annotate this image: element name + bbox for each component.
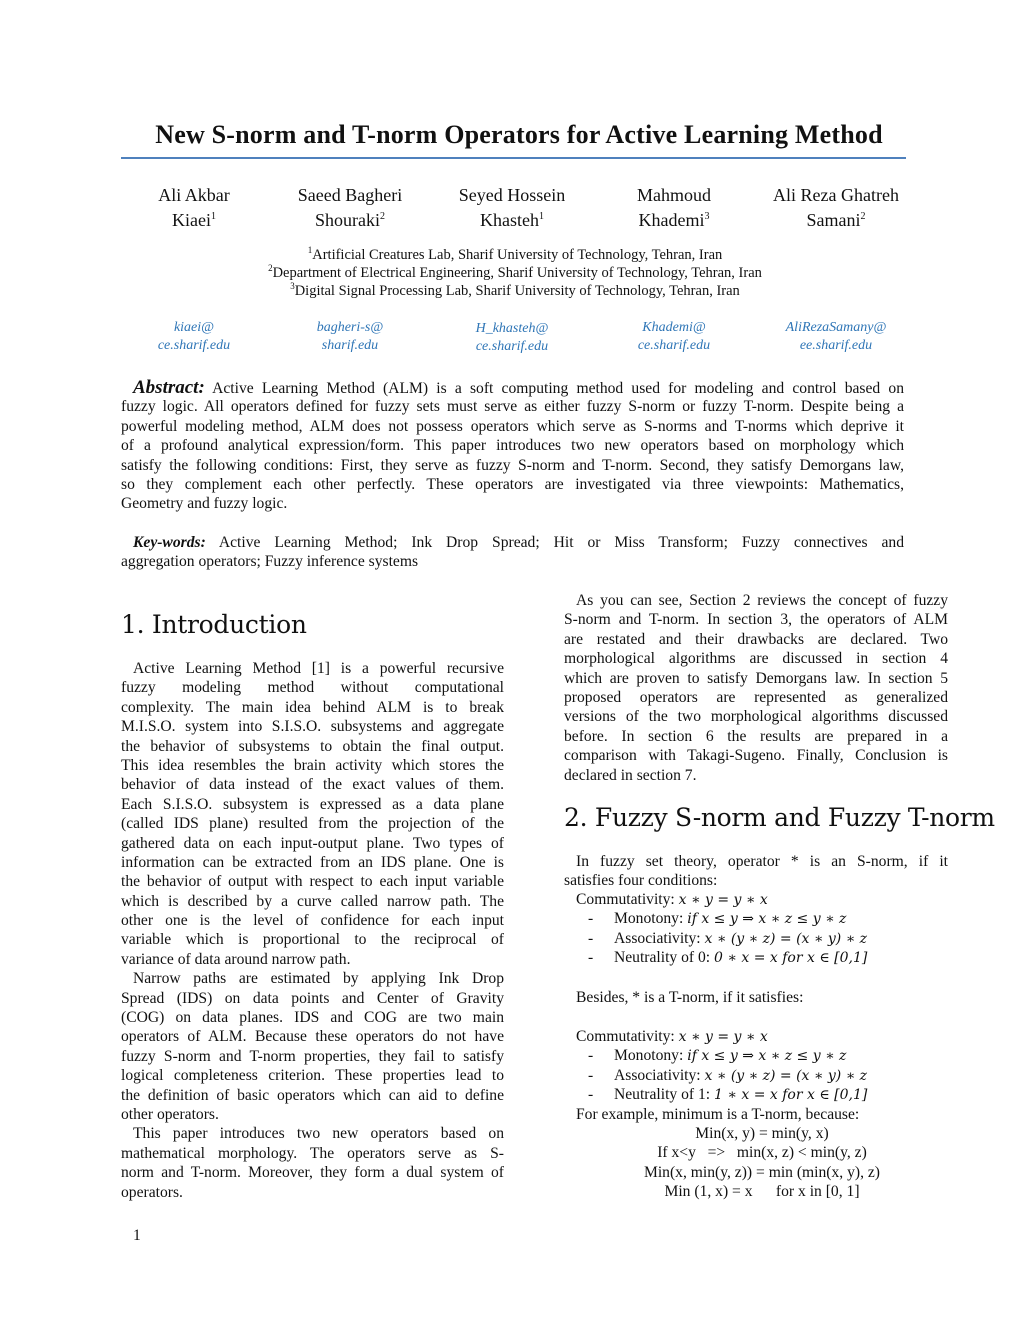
email-user: Khademi@ xyxy=(642,320,706,335)
page-number: 1 xyxy=(133,1227,141,1244)
condition-row xyxy=(588,909,846,928)
text-line xyxy=(121,456,904,475)
abstract-text: of a profound analytical expression/form. This paper introduces two new operators based on morphology which xyxy=(121,437,904,455)
text-line: Each S.I.S.O. subsystem is expressed as a data plane xyxy=(121,795,504,813)
author-first-name: Ali Reza Ghatreh xyxy=(773,185,899,205)
author-affiliation-mark: 2 xyxy=(380,211,385,222)
example-equation: If x<y => min(x, z) < min(y, z) xyxy=(657,1144,867,1162)
example-intro: For example, minimum is a T-norm, because: xyxy=(576,1106,860,1123)
condition-row xyxy=(576,890,768,909)
text-line: Active Learning Method [1] is a powerful recursive xyxy=(133,660,504,677)
text-line: which is described by a curve called narrow path. The xyxy=(121,892,504,910)
condition-label: Monotony: xyxy=(614,1047,688,1065)
email-domain: sharif.edu xyxy=(321,338,379,353)
text-line xyxy=(121,533,904,552)
author-email xyxy=(427,320,597,356)
condition-formula: 1 ∗ x = x for x ∈ [0,1] xyxy=(714,1087,868,1104)
author xyxy=(265,185,435,231)
author-last-name: Samani xyxy=(806,210,861,230)
author-first-name: Ali Akbar xyxy=(158,185,230,205)
text-line: other one is the level of confidence for each input xyxy=(121,912,504,930)
paper-title: New S-norm and T-norm Operators for Active Learning Method xyxy=(155,120,883,149)
abstract-text: satisfy the following conditions: First, they serve as fuzzy S-norm and T-norm. Second, they satisfy Demorgans law, xyxy=(121,456,904,474)
text-line: morphological algorithms are discussed in section 4 xyxy=(564,650,948,668)
abstract-text: powerful modeling method, ALM does not possess operators which serve as S-norms and T-norms which deprive it xyxy=(121,417,904,435)
affiliation-text: Artificial Creatures Lab, Sharif University of Technology, Tehran, Iran xyxy=(312,246,723,263)
text-line: fuzzy modeling method without computational xyxy=(121,679,504,697)
keywords-label: Key-words: xyxy=(133,534,206,551)
condition-label: Associativity: xyxy=(614,929,705,947)
text-line xyxy=(121,552,904,571)
author xyxy=(589,185,759,231)
condition-label: Commutativity: xyxy=(576,1028,679,1045)
author xyxy=(427,185,597,231)
example-equation: Min(x, y) = min(y, x) xyxy=(695,1125,829,1142)
condition-formula: if x ≤ y ⇒ x ∗ z ≤ y ∗ z xyxy=(687,1048,847,1065)
text-line: fuzzy S-norm and T-norm properties, they fail to satisfy xyxy=(121,1047,504,1065)
email-domain: ce.sharif.edu xyxy=(475,339,549,354)
condition-formula: x ∗ (y ∗ z) = (x ∗ y) ∗ z xyxy=(704,1067,868,1084)
example-equation: Min(x, min(y, z)) = min (min(x, y), z) xyxy=(643,1163,880,1181)
email-user: kiaei@ xyxy=(173,320,215,335)
text-line: the behavior of output with respect to each input variable xyxy=(121,873,504,891)
author-last-name: Shouraki xyxy=(315,210,380,230)
author-first-name: Saeed Bagheri xyxy=(297,185,403,205)
condition-label: Neutrality of 1: xyxy=(614,1086,715,1104)
text-line xyxy=(121,494,904,513)
condition-label: Neutrality of 0: xyxy=(614,949,715,967)
list-dash: - xyxy=(588,1047,594,1065)
text-line: declared in section 7. xyxy=(564,766,697,784)
text-line: versions of the two morphological algorithms discussed xyxy=(564,708,948,726)
list-dash: - xyxy=(588,1066,594,1084)
author-first-name: Mahmoud xyxy=(637,185,711,205)
author-affiliation-mark: 2 xyxy=(860,211,866,222)
condition-label: Associativity: xyxy=(614,1066,705,1084)
text-line: proposed operators are represented as generalized xyxy=(564,688,948,706)
author-affiliation-mark: 1 xyxy=(210,211,216,222)
author-last-line xyxy=(109,206,279,231)
author xyxy=(751,185,921,231)
text-line xyxy=(121,475,904,494)
email-user: H_khasteh@ xyxy=(475,321,549,336)
text-line: (called IDS plane) resulted from the projection of the xyxy=(121,815,504,833)
list-dash: - xyxy=(588,1086,594,1104)
text-line: mathematical morphology. The operators serve as S- xyxy=(121,1144,504,1162)
text-line: gathered data on each input-output plane. Two types of xyxy=(121,834,504,852)
list-dash: - xyxy=(588,929,594,947)
condition-formula: if x ≤ y ⇒ x ∗ z ≤ y ∗ z xyxy=(687,911,847,928)
condition-formula: 0 ∗ x = x for x ∈ [0,1] xyxy=(714,950,868,967)
list-dash: - xyxy=(588,910,594,928)
tnorm-intro: Besides, * is a T-norm, if it satisfies: xyxy=(576,989,804,1006)
email-domain: ce.sharif.edu xyxy=(157,338,231,353)
condition-row xyxy=(588,929,867,948)
text-line: (COG) on data planes. IDS and COG are two main xyxy=(121,1009,504,1027)
condition-label: Commutativity: xyxy=(576,891,679,908)
abstract-text: Active Learning Method (ALM) is a soft computing method used for modeling and control based on xyxy=(212,380,904,397)
example-equation: Min (1, x) = x for x in [0, 1] xyxy=(664,1183,860,1201)
author-last-line xyxy=(265,206,435,231)
keywords xyxy=(121,533,904,572)
text-line: which are proven to satisfy Demorgans law. In section 5 xyxy=(564,669,948,687)
email-domain: ee.sharif.edu xyxy=(799,338,873,353)
abstract-text: so they complement each other perfectly. These operators are investigated via three viewpoints: Mathematics, xyxy=(121,475,904,493)
text-line: satisfies four conditions: xyxy=(564,872,718,890)
author-last-name: Khasteh xyxy=(480,210,539,230)
condition-label: Monotony: xyxy=(614,910,688,928)
author-last-line xyxy=(589,206,759,231)
author-last-line xyxy=(751,206,921,231)
text-line: Narrow paths are estimated by applying Ink Drop xyxy=(133,970,504,988)
list-dash: - xyxy=(588,949,594,967)
affiliation-text: Department of Electrical Engineering, Sharif University of Technology, Tehran, Iran xyxy=(272,264,762,281)
title-rule xyxy=(121,157,906,159)
affiliation-mark: 3 xyxy=(290,281,295,291)
keywords-text: aggregation operators; Fuzzy inference systems xyxy=(121,553,419,571)
text-line: operators of ALM. Because these operators do not have xyxy=(121,1028,504,1046)
affiliation xyxy=(0,245,1024,264)
section-1-heading: 1. Introduction xyxy=(121,610,307,639)
text-line: M.I.S.O. system into S.I.S.O. subsystems and aggregate xyxy=(121,718,504,736)
text-line: other operators. xyxy=(121,1105,219,1123)
text-line: S-norm and T-norm. In section 3, the operators of ALM xyxy=(564,611,948,629)
section-overview xyxy=(564,591,948,785)
text-line xyxy=(121,378,904,397)
condition-row xyxy=(576,1027,768,1046)
author-last-name: Khademi xyxy=(638,210,705,230)
snorm-intro xyxy=(564,852,948,891)
text-line: norm and T-norm. Moreover, they form a dual system of xyxy=(121,1164,504,1182)
author-email xyxy=(751,319,921,355)
text-line: complexity. The main idea behind ALM is to break xyxy=(121,698,504,716)
text-line: the behavior of subsystems to obtain the final output. xyxy=(121,737,504,755)
text-line: the definition of basic operators which can aid to define xyxy=(121,1086,504,1104)
text-line xyxy=(121,436,904,455)
author-last-name: Kiaei xyxy=(172,210,211,230)
author-first-name: Seyed Hossein xyxy=(458,185,566,205)
affiliation-text: Digital Signal Processing Lab, Sharif University of Technology, Tehran, Iran xyxy=(294,282,740,299)
abstract xyxy=(121,378,904,514)
text-line: operators. xyxy=(121,1183,183,1201)
text-line: In fuzzy set theory, operator * is an S-norm, if it xyxy=(576,853,948,870)
affiliation xyxy=(0,263,1024,282)
text-line: Spread (IDS) on data points and Center of Gravity xyxy=(121,989,504,1007)
author-email xyxy=(265,319,435,355)
text-line: variance of data around narrow path. xyxy=(121,950,351,968)
abstract-text: fuzzy logic. All operators defined for fuzzy sets must serve as either fuzzy S-norm or fuzzy T-norm. Despite being a xyxy=(121,398,904,416)
author-affiliation-mark: 3 xyxy=(704,211,710,222)
text-line: As you can see, Section 2 reviews the concept of fuzzy xyxy=(576,592,948,609)
condition-formula: x ∗ (y ∗ z) = (x ∗ y) ∗ z xyxy=(704,930,868,947)
text-line: behavior of data instead of the exact values of them. xyxy=(121,776,504,794)
keywords-text: Active Learning Method; Ink Drop Spread; Hit or Miss Transform; Fuzzy connectives and xyxy=(218,534,904,551)
text-line xyxy=(121,417,904,436)
text-line: This paper introduces two new operators based on xyxy=(133,1125,504,1143)
condition-row xyxy=(588,1085,867,1104)
condition-formula: x ∗ y = y ∗ x xyxy=(678,1029,768,1045)
abstract-text: Geometry and fuzzy logic. xyxy=(121,495,288,513)
abstract-label: Abstract: xyxy=(133,378,205,398)
author-email xyxy=(589,319,759,355)
text-line: are restated and their drawbacks are declared. Two xyxy=(564,630,948,648)
condition-formula: x ∗ y = y ∗ x xyxy=(678,892,768,908)
author xyxy=(109,185,279,231)
text-line: before. In section 6 the results are prepared in a xyxy=(564,727,948,745)
author-last-line xyxy=(427,206,597,231)
text-line: information can be extracted from an IDS plane. One is xyxy=(121,853,504,871)
introduction-body xyxy=(121,659,504,1202)
email-domain: ce.sharif.edu xyxy=(637,338,711,353)
affiliation-mark: 2 xyxy=(268,263,273,273)
author-email xyxy=(109,319,279,355)
condition-row xyxy=(588,1066,867,1085)
text-line: This idea resembles the brain activity which stores the xyxy=(121,756,504,774)
email-user: AliRezaSamany@ xyxy=(785,320,887,335)
section-2-heading: 2. Fuzzy S-norm and Fuzzy T-norm xyxy=(564,803,995,832)
condition-row xyxy=(588,948,867,967)
text-line: variable which is proportional to the reciprocal of xyxy=(121,931,504,949)
text-line: logical completeness criterion. These properties lead to xyxy=(121,1067,504,1085)
affiliation xyxy=(0,281,1024,300)
text-line xyxy=(121,397,904,416)
condition-row xyxy=(588,1046,846,1065)
affiliation-mark: 1 xyxy=(307,245,313,255)
email-user: bagheri-s@ xyxy=(316,320,384,335)
author-affiliation-mark: 1 xyxy=(538,211,544,222)
text-line: comparison with Takagi-Sugeno. Finally, Conclusion is xyxy=(564,747,948,765)
